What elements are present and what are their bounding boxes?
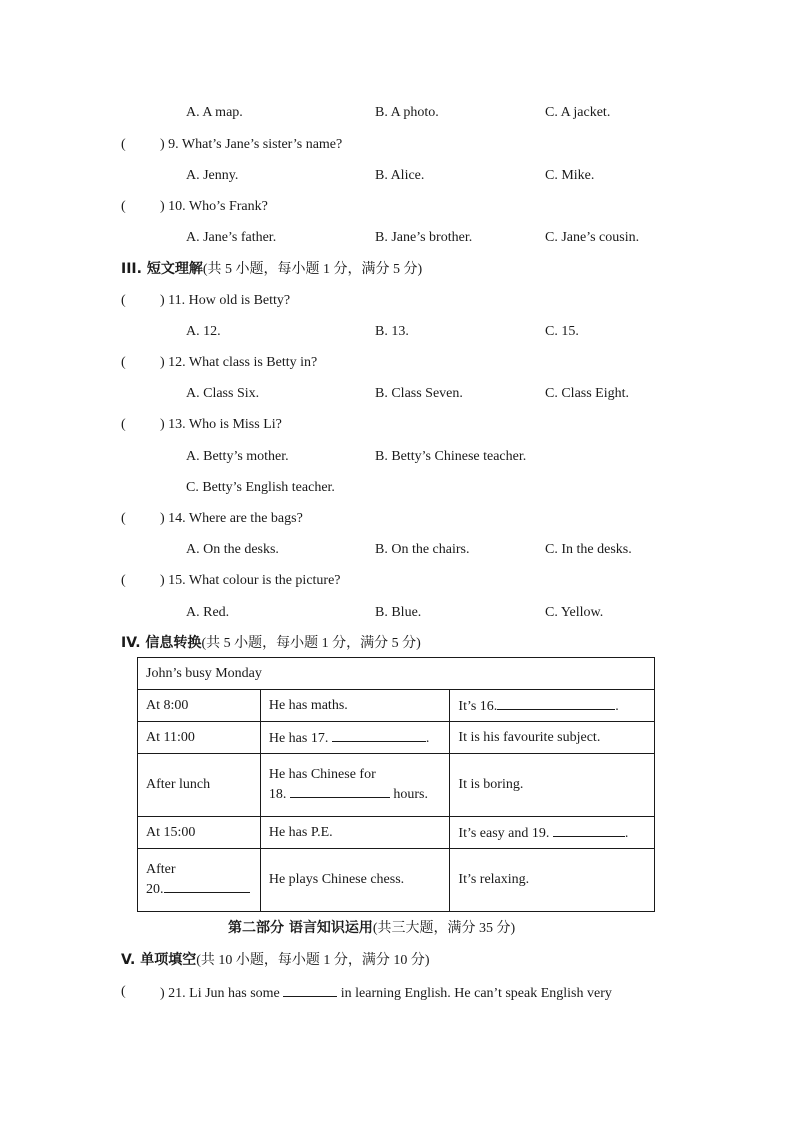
- section-3-note: (共 5 小题，每小题 1 分，满分 5 分): [202, 262, 423, 277]
- section-3-title: III. 短文理解: [121, 261, 203, 277]
- q11-option-c: C. 15.: [545, 324, 579, 339]
- q8-option-c: C. A jacket.: [545, 105, 611, 120]
- table-cell-time: At 11:00: [138, 722, 261, 754]
- table-row: [138, 849, 655, 912]
- q15-option-a: A. Red.: [186, 605, 230, 620]
- q13-option-b: B. Betty’s Chinese teacher.: [375, 449, 527, 464]
- answer-bracket[interactable]: (: [121, 511, 126, 526]
- answer-bracket[interactable]: (: [121, 137, 126, 152]
- part-2-note: (共三大题，满分 35 分): [372, 921, 516, 936]
- q8-option-a: A. A map.: [186, 105, 243, 120]
- q13-option-a: A. Betty’s mother.: [186, 449, 289, 464]
- activity-line-1: He has Chinese for: [268, 767, 376, 782]
- table-cell-activity: He plays Chinese chess.: [260, 849, 450, 912]
- q11-option-a: A. 12.: [186, 324, 221, 339]
- blank-21[interactable]: [283, 983, 337, 997]
- answer-bracket[interactable]: (: [121, 417, 126, 432]
- table-cell-comment: It is his favourite subject.: [450, 722, 655, 754]
- table-cell-comment: It is boring.: [450, 754, 655, 817]
- q9-stem: ) 9. What’s Jane’s sister’s name?: [160, 137, 343, 152]
- table-cell-comment: It’s easy and 19. .: [450, 817, 655, 849]
- answer-bracket[interactable]: (: [121, 355, 126, 370]
- q15-option-c: C. Yellow.: [545, 605, 604, 620]
- table-cell-activity: He has 17. .: [260, 722, 450, 754]
- blank-16[interactable]: [497, 696, 615, 710]
- blank-20[interactable]: [164, 879, 250, 893]
- section-4-note: (共 5 小题，每小题 1 分，满分 5 分): [201, 636, 421, 651]
- q12-stem: ) 12. What class is Betty in?: [160, 355, 318, 370]
- table-cell-time: At 15:00: [138, 817, 261, 849]
- q14-option-b: B. On the chairs.: [375, 542, 470, 557]
- section-4-title: IV. 信息转换: [121, 635, 202, 651]
- q11-stem: ) 11. How old is Betty?: [160, 293, 291, 308]
- table-row: [138, 817, 655, 849]
- q10-option-c: C. Jane’s cousin.: [545, 230, 640, 245]
- table-cell-comment: It’s relaxing.: [450, 849, 655, 912]
- info-table: [137, 657, 655, 912]
- q13-stem: ) 13. Who is Miss Li?: [160, 417, 282, 432]
- table-row: [138, 658, 655, 690]
- q21-stem-start: ) 21. Li Jun has some: [160, 986, 280, 1001]
- table-cell-comment: It’s 16. .: [450, 690, 655, 722]
- q10-stem: ) 10. Who’s Frank?: [160, 199, 268, 214]
- part-2-title: 第二部分 语言知识运用: [228, 920, 373, 936]
- section-4-heading: [121, 634, 421, 653]
- table-cell-activity: He has P.E.: [260, 817, 450, 849]
- blank-17[interactable]: [332, 728, 426, 742]
- blank-20-label: 20.: [146, 882, 164, 897]
- q21-stem-end: in learning English. He can’t speak English very: [340, 986, 612, 1001]
- q14-option-a: A. On the desks.: [186, 542, 279, 557]
- q11-option-b: B. 13.: [375, 324, 409, 339]
- q9-option-c: C. Mike.: [545, 168, 595, 183]
- q21-stem: [160, 983, 612, 1003]
- section-5-note: (共 10 小题，每小题 1 分，满分 10 分): [196, 953, 430, 968]
- q9-option-b: B. Alice.: [375, 168, 425, 183]
- section-5-heading: [121, 951, 430, 970]
- table-cell-time: After lunch: [138, 754, 261, 817]
- table-caption: John’s busy Monday: [138, 658, 655, 690]
- section-3-heading: [121, 260, 422, 279]
- q14-stem: ) 14. Where are the bags?: [160, 511, 303, 526]
- time-line-1: After: [146, 862, 176, 877]
- answer-bracket[interactable]: (: [121, 293, 126, 308]
- table-row: [138, 722, 655, 754]
- table-cell-activity: [260, 754, 450, 817]
- table-cell-time: At 8:00: [138, 690, 261, 722]
- blank-19[interactable]: [553, 823, 625, 837]
- q12-option-a: A. Class Six.: [186, 386, 260, 401]
- blank-16-label: It’s 16.: [458, 698, 498, 714]
- q15-stem: ) 15. What colour is the picture?: [160, 573, 341, 588]
- q12-option-b: B. Class Seven.: [375, 386, 463, 401]
- part-2-heading: [228, 919, 515, 938]
- table-cell-time: [138, 849, 261, 912]
- blank-19-label: It’s easy and 19.: [458, 825, 550, 841]
- blank-18[interactable]: [290, 784, 390, 798]
- q10-option-b: B. Jane’s brother.: [375, 230, 473, 245]
- answer-bracket[interactable]: (: [121, 984, 126, 999]
- table-row: [138, 754, 655, 817]
- q12-option-c: C. Class Eight.: [545, 386, 630, 401]
- blank-18-suffix: hours.: [393, 787, 428, 802]
- section-5-title: V. 单项填空: [121, 952, 197, 968]
- q9-option-a: A. Jenny.: [186, 168, 239, 183]
- q13-option-c: C. Betty’s English teacher.: [186, 480, 335, 495]
- q15-option-b: B. Blue.: [375, 605, 422, 620]
- answer-bracket[interactable]: (: [121, 573, 126, 588]
- q14-option-c: C. In the desks.: [545, 542, 632, 557]
- table-row: [138, 690, 655, 722]
- blank-17-label: He has 17.: [268, 730, 329, 746]
- q8-option-b: B. A photo.: [375, 105, 439, 120]
- answer-bracket[interactable]: (: [121, 199, 126, 214]
- blank-18-label: 18.: [268, 787, 287, 802]
- q10-option-a: A. Jane’s father.: [186, 230, 277, 245]
- table-cell-activity: He has maths.: [260, 690, 450, 722]
